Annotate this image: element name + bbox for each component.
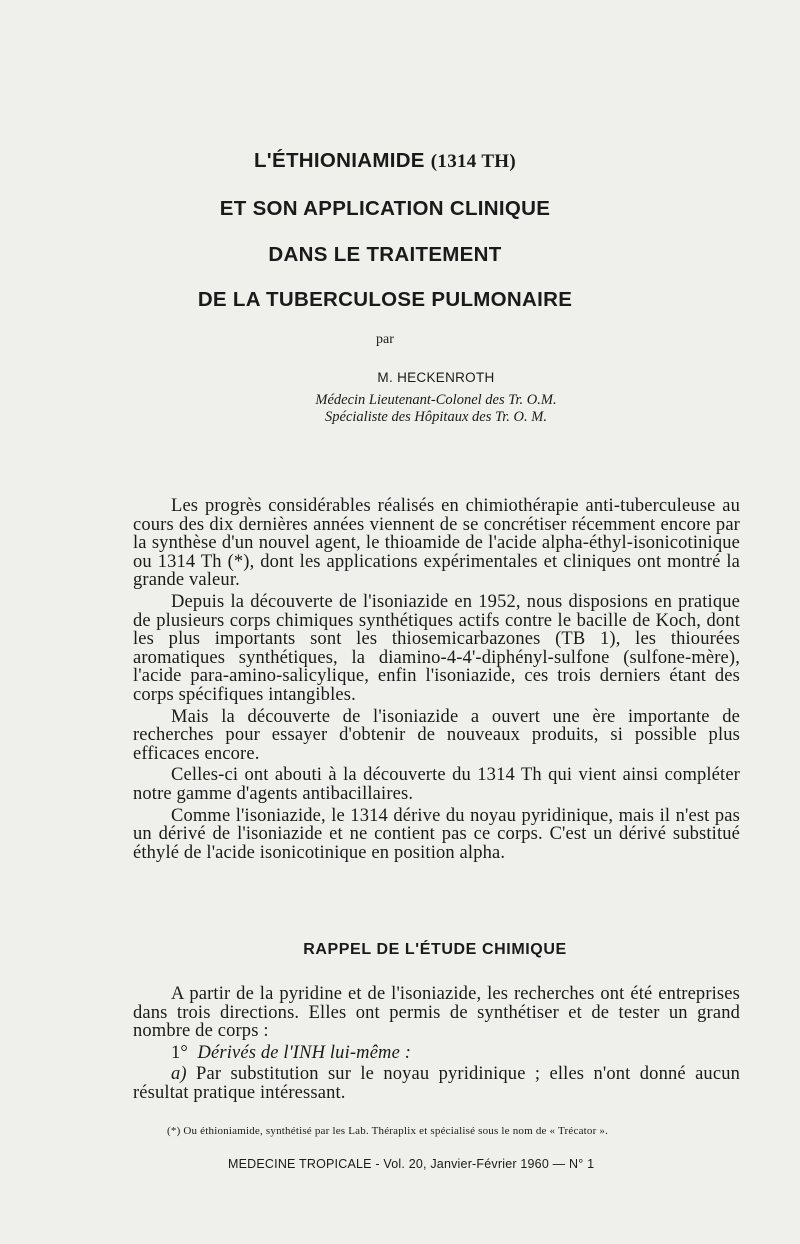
footnote: (*) Ou éthioniamide, synthétisé par les Lab. Théraplix et spécialisé sous le nom de « Trécator ». bbox=[167, 1125, 609, 1137]
title-line-1 bbox=[0, 149, 770, 173]
body-paragraph: Comme l'isoniazide, le 1314 dérive du noyau pyridinique, mais il n'est pas un dérivé de l'isoniazide et ne contient pas ce corps. C'est un dérivé substitué éthylé de l'acide isonicotinique en position alpha. bbox=[133, 805, 740, 863]
title-drug-code: (1314 TH) bbox=[430, 151, 516, 172]
title-line-4: DE LA TUBERCULOSE PULMONAIRE bbox=[197, 288, 573, 311]
author-name: M. HECKENROTH bbox=[377, 370, 495, 385]
title-line-2: ET SON APPLICATION CLINIQUE bbox=[219, 197, 551, 220]
list-item-letter: a) bbox=[171, 1064, 187, 1085]
body-paragraph: Mais la découverte de l'isoniazide a ouvert une ère importante de recherches pour essayer d'obtenir de nouveaux produits, si possible plus efficaces encore. bbox=[133, 706, 740, 764]
section-paragraph: A partir de la pyridine et de l'isoniazide, les recherches ont été entreprises dans trois directions. Elles ont permis de synthétiser et de tester un grand nombre de corps : bbox=[133, 984, 740, 1042]
byline-par: par bbox=[376, 332, 394, 347]
body-paragraph: Depuis la découverte de l'isoniazide en 1952, nous disposions en pratique de plusieurs corps chimiques synthétiques actifs contre le bacille de Koch, dont les plus importants sont les thiosemicarbazones (TB 1), les thiourées aromatiques synthétiques, la diamino-4-4'-diphényl-sulfone (sulfone-mère), l'acide para-amino-salicylique, enfin l'isoniazide, ces trois derniers étant des corps spécifiques intangibles. bbox=[133, 591, 740, 705]
author-affiliation-2: Spécialiste des Hôpitaux des Tr. O. M. bbox=[325, 409, 547, 425]
section-body bbox=[133, 985, 740, 1106]
list-item-a bbox=[133, 1065, 740, 1102]
list-item-label: Dérivés de l'INH lui-même : bbox=[197, 1042, 412, 1063]
list-item-number: 1° bbox=[171, 1042, 188, 1063]
article-body bbox=[133, 497, 740, 865]
section-heading: RAPPEL DE L'ÉTUDE CHIMIQUE bbox=[303, 941, 567, 958]
body-paragraph: Les progrès considérables réalisés en chimiothérapie anti-tuberculeuse au cours des dix dernières années viennent de se concrétiser récemment encore par la synthèse d'un nouvel agent, le thioamide de l'acide alpha-éthyl-isonicotinique ou 1314 Th (*), dont les applications expérimentales et cliniques ont montré la grande valeur. bbox=[133, 496, 740, 591]
title-line-3: DANS LE TRAITEMENT bbox=[268, 243, 502, 266]
list-item-1 bbox=[133, 1044, 740, 1063]
list-item-text: Par substitution sur le noyau pyridinique ; elles n'ont donné aucun résultat pratique intéressant. bbox=[133, 1064, 740, 1103]
journal-footer: MEDECINE TROPICALE - Vol. 20, Janvier-Février 1960 — N° 1 bbox=[228, 1157, 595, 1171]
title-drug-name: L'ÉTHIONIAMIDE bbox=[253, 149, 425, 172]
body-paragraph: Celles-ci ont abouti à la découverte du 1314 Th qui vient ainsi compléter notre gamme d'agents antibacillaires. bbox=[133, 765, 740, 804]
author-affiliation-1: Médecin Lieutenant-Colonel des Tr. O.M. bbox=[315, 392, 557, 408]
